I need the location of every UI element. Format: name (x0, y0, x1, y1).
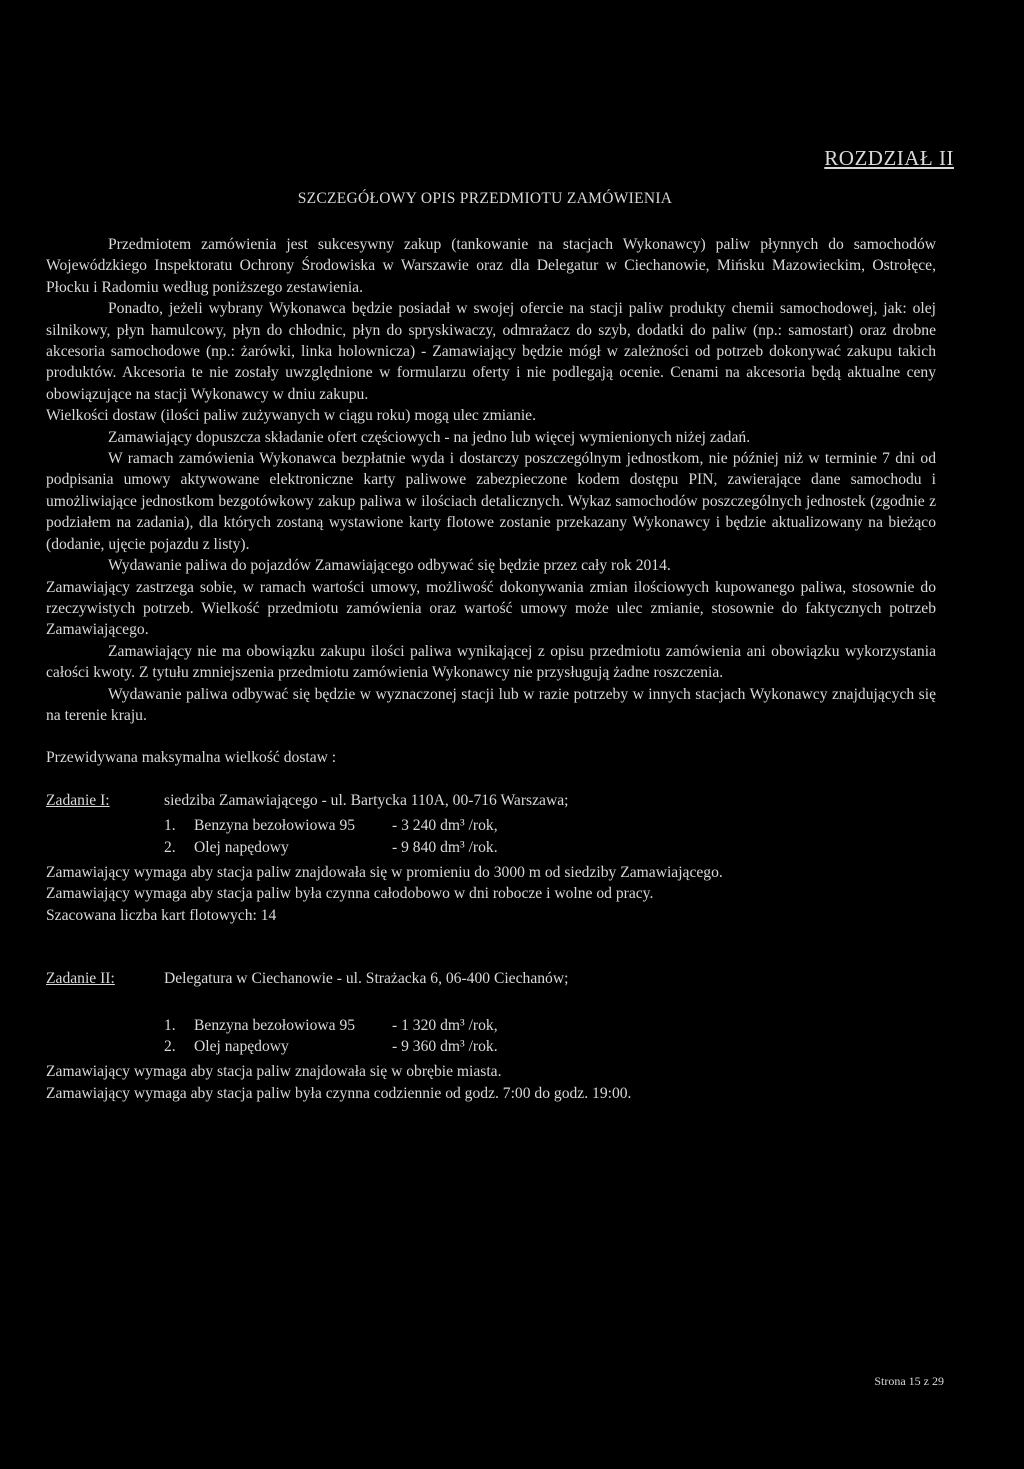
paragraph: Wielkości dostaw (ilości paliw zużywanych w ciągu roku) mogą ulec zmianie. (46, 407, 536, 425)
task-2-label: Zadanie II: (46, 970, 115, 988)
chapter-heading: ROZDZIAŁ II (824, 146, 954, 170)
task-1-note: Zamawiający wymaga aby stacja paliw znajdowała się w promieniu do 3000 m od siedziby Zamawiającego. (46, 863, 723, 881)
list-item (164, 815, 936, 836)
paragraph: W ramach zamówienia Wykonawca bezpłatnie wyda i dostarczy poszczególnym jednostkom, nie później niż w terminie 7 dni od podpisania umowy aktywowane elektroniczne karty paliwowe zabezpieczone kodem dostępu PIN, zawierające dane samochodu i umożliwiające jednostkom bezgotówkowy zakup paliwa w ilościach detalicznych. Wykaz samochodów poszczególnych jednostek (zgodnie z podziałem na zadania), dla których zostaną wystawione karty flotowe zostanie przekazany Wykonawcy i będzie aktualizowany na bieżąco (dodanie, ujęcie pojazdu z listy). (46, 450, 936, 553)
task-2-header (46, 968, 936, 989)
fuel-amount: - 3 240 dm³ /rok, (392, 817, 498, 835)
paragraph: Zamawiający zastrzega sobie, w ramach wartości umowy, możliwość dokonywania zmian ilościowych kupowanego paliwa, stosownie do rzeczywistych potrzeb. Wielkość przedmiotu zamówienia oraz wartość umowy może ulec zmianie, stosownie do faktycznych potrzeb Zamawiającego. (46, 578, 936, 639)
fuel-type: Olej napędowy (194, 838, 289, 856)
fuel-type: Olej napędowy (194, 1038, 289, 1055)
item-number: 1. (164, 817, 176, 835)
fuel-type: Benzyna bezołowiowa 95 (194, 1016, 356, 1034)
paragraph: Wydawanie paliwa do pojazdów Zamawiającego odbywać się będzie przez cały rok 2014. (108, 557, 671, 575)
task-2-note: Zamawiający wymaga aby stacja paliw znajdowała się w obrębie miasta. (46, 1063, 502, 1081)
task-1-label: Zadanie I: (46, 791, 110, 809)
deliveries-heading: Przewidywana maksymalna wielkość dostaw : (46, 749, 337, 767)
fuel-amount: - 9 840 dm³ /rok. (392, 838, 498, 856)
list-item (164, 837, 936, 858)
task-1-location: siedziba Zamawiającego - ul. Bartycka 110A, 00-716 Warszawa; (164, 791, 569, 809)
task-2-location: Delegatura w Ciechanowie - ul. Strażacka 6, 06-400 Ciechanów; (164, 970, 569, 988)
item-number: 1. (164, 1016, 176, 1034)
task-1-note: Zamawiający wymaga aby stacja paliw była czynna całodobowo w dni robocze i wolne od pracy. (46, 885, 654, 903)
task-2-fuel-list (164, 1015, 936, 1058)
task-1-header (46, 790, 936, 811)
fuel-type: Benzyna bezołowiowa 95 (194, 817, 356, 835)
paragraph: Przedmiotem zamówienia jest sukcesywny zakup (tankowanie na stacjach Wykonawcy) paliw płynnych do samochodów Wojewódzkiego Inspektoratu Ochrony Środowiska w Warszawie oraz dla Delegatur w Ciechanowie, Mińsku Mazowieckim, Ostrołęce, Płocku i Radomiu według poniższego zestawienia. (46, 236, 936, 296)
task-2-note: Zamawiający wymaga aby stacja paliw była czynna codziennie od godz. 7:00 do godz. 19:00. (46, 1084, 632, 1102)
paragraph: Zamawiający dopuszcza składanie ofert częściowych - na jedno lub więcej wymienionych niżej zadań. (108, 428, 751, 446)
fuel-amount: - 1 320 dm³ /rok, (392, 1016, 498, 1034)
page-number: Strona 15 z 29 (874, 1374, 944, 1388)
list-item (164, 1015, 936, 1036)
task-1-note: Szacowana liczba kart flotowych: 14 (46, 906, 277, 924)
task-1-fuel-list (164, 815, 936, 858)
list-item (164, 1036, 936, 1057)
fuel-amount: - 9 360 dm³ /rok. (392, 1038, 498, 1055)
section-title: SZCZEGÓŁOWY OPIS PRZEDMIOTU ZAMÓWIENIA (297, 190, 673, 207)
paragraph: Wydawanie paliwa odbywać się będzie w wyznaczonej stacji lub w razie potrzeby w innych stacjach Wykonawcy znajdujących się na terenie kraju. (46, 685, 936, 724)
document-body (46, 234, 936, 1104)
paragraph: Zamawiający nie ma obowiązku zakupu ilości paliwa wynikającej z opisu przedmiotu zamówienia ani obowiązku wykorzystania całości kwoty. Z tytułu zmniejszenia przedmiotu zamówienia Wykonawcy nie przysługują żadne roszczenia. (46, 642, 936, 682)
item-number: 2. (164, 838, 176, 856)
item-number: 2. (164, 1038, 176, 1055)
paragraph: Ponadto, jeżeli wybrany Wykonawca będzie posiadał w swojej ofercie na stacji paliw produkty chemii samochodowej, jak: olej silnikowy, płyn hamulcowy, płyn do chłodnic, płyn do spryskiwaczy, odmrażacz do szyb, dodatki do paliw (np.: samostart) oraz drobne akcesoria samochodowe (np.: żarówki, linka holownicza) - Zamawiający będzie mógł w zależności od potrzeb dokonywać zakupu takich produktów. Akcesoria te nie zostały uwzględnione w formularzu oferty i nie podlegają ocenie. Cenami na akcesoria będą aktualne ceny obowiązujące na stacji Wykonawcy w dniu zakupu. (46, 300, 936, 403)
